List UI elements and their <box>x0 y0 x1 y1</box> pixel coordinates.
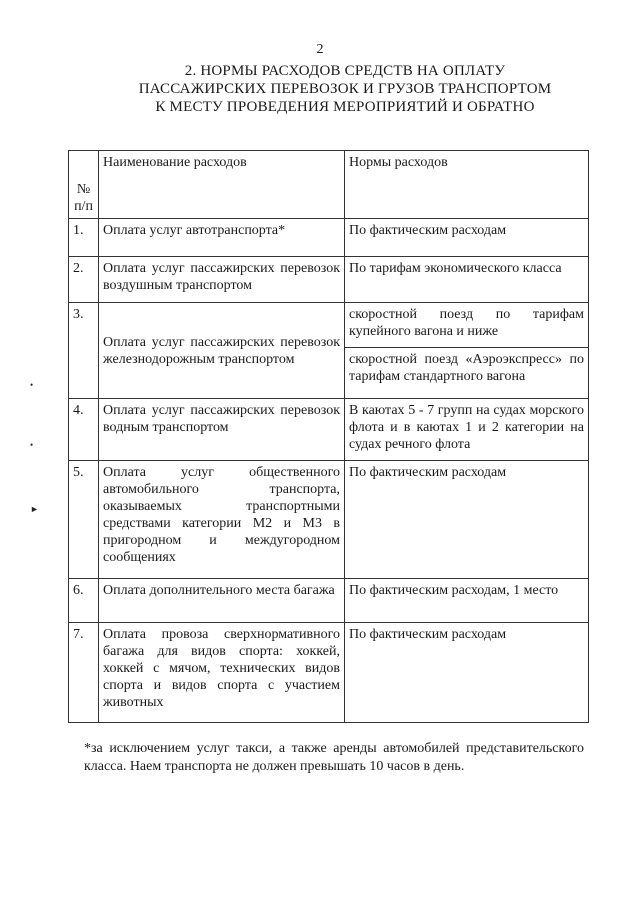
expense-name: Оплата услуг пассажирских перевозок воздушным транспортом <box>99 257 345 303</box>
section-heading <box>110 62 580 116</box>
table-row <box>69 399 589 461</box>
expense-name: Оплата услуг автотранспорта* <box>99 219 345 257</box>
page-number: 2 <box>316 42 324 57</box>
row-number: 5. <box>69 461 99 579</box>
footnote: *за исключением услуг такси, а также аренды автомобилей представительского класса. Наем транспорта не должен превышать 10 часов в день. <box>84 741 584 774</box>
table-row <box>69 303 589 399</box>
expense-name: Оплата провоза сверхнормативного багажа для видов спорта: хоккей, хоккей с мячом, технических видов спорта и видов спорта с участием животных <box>99 623 345 723</box>
expense-norms-table <box>68 150 589 723</box>
row-number: 7. <box>69 623 99 723</box>
margin-mark: • <box>30 380 34 390</box>
table-row <box>69 623 589 723</box>
row-number: 2. <box>69 257 99 303</box>
expense-norm: скоростной поезд по тарифам купейного вагона и ниже <box>349 307 584 339</box>
expense-norm: По тарифам экономического класса <box>345 257 589 303</box>
table-header-row <box>69 151 589 219</box>
expense-name: Оплата услуг пассажирских перевозок водным транспортом <box>99 399 345 461</box>
heading-line-2: ПАССАЖИРСКИХ ПЕРЕВОЗОК И ГРУЗОВ ТРАНСПОРТОМ <box>138 81 552 97</box>
expense-norm: скоростной поезд «Аэроэкспресс» по тарифам стандартного вагона <box>345 347 588 388</box>
expense-norm: В каютах 5 - 7 групп на судах морского флота и в каютах 1 и 2 категории на судах речного флота <box>345 399 589 461</box>
expense-norm: По фактическим расходам <box>345 219 589 257</box>
expense-norm: По фактическим расходам <box>345 623 589 723</box>
heading-line-3: К МЕСТУ ПРОВЕДЕНИЯ МЕРОПРИЯТИЙ И ОБРАТНО <box>155 99 535 115</box>
expense-norm: По фактическим расходам <box>345 461 589 579</box>
table-row <box>69 257 589 303</box>
row-number: 6. <box>69 579 99 623</box>
table-row <box>69 461 589 579</box>
row-number: 4. <box>69 399 99 461</box>
expense-norm-group <box>345 303 589 399</box>
header-expense-name: Наименование расходов <box>99 151 345 219</box>
header-number: № п/п <box>69 151 99 219</box>
margin-mark: ► <box>30 504 39 514</box>
expense-name: Оплата дополнительного места багажа <box>99 579 345 623</box>
table-row <box>69 579 589 623</box>
row-number: 3. <box>69 303 99 399</box>
expense-name: Оплата услуг пассажирских перевозок железнодорожным транспортом <box>99 303 345 399</box>
expense-name: Оплата услуг общественного автомобильного транспорта, оказываемых транспортными средствами категории М2 и М3 в пригородном и междугородном сообщениях <box>99 461 345 579</box>
expense-norm: По фактическим расходам, 1 место <box>345 579 589 623</box>
row-number: 1. <box>69 219 99 257</box>
margin-mark: • <box>30 440 34 450</box>
header-norms: Нормы расходов <box>345 151 589 219</box>
heading-line-1: 2. НОРМЫ РАСХОДОВ СРЕДСТВ НА ОПЛАТУ <box>184 63 506 79</box>
table-row <box>69 219 589 257</box>
